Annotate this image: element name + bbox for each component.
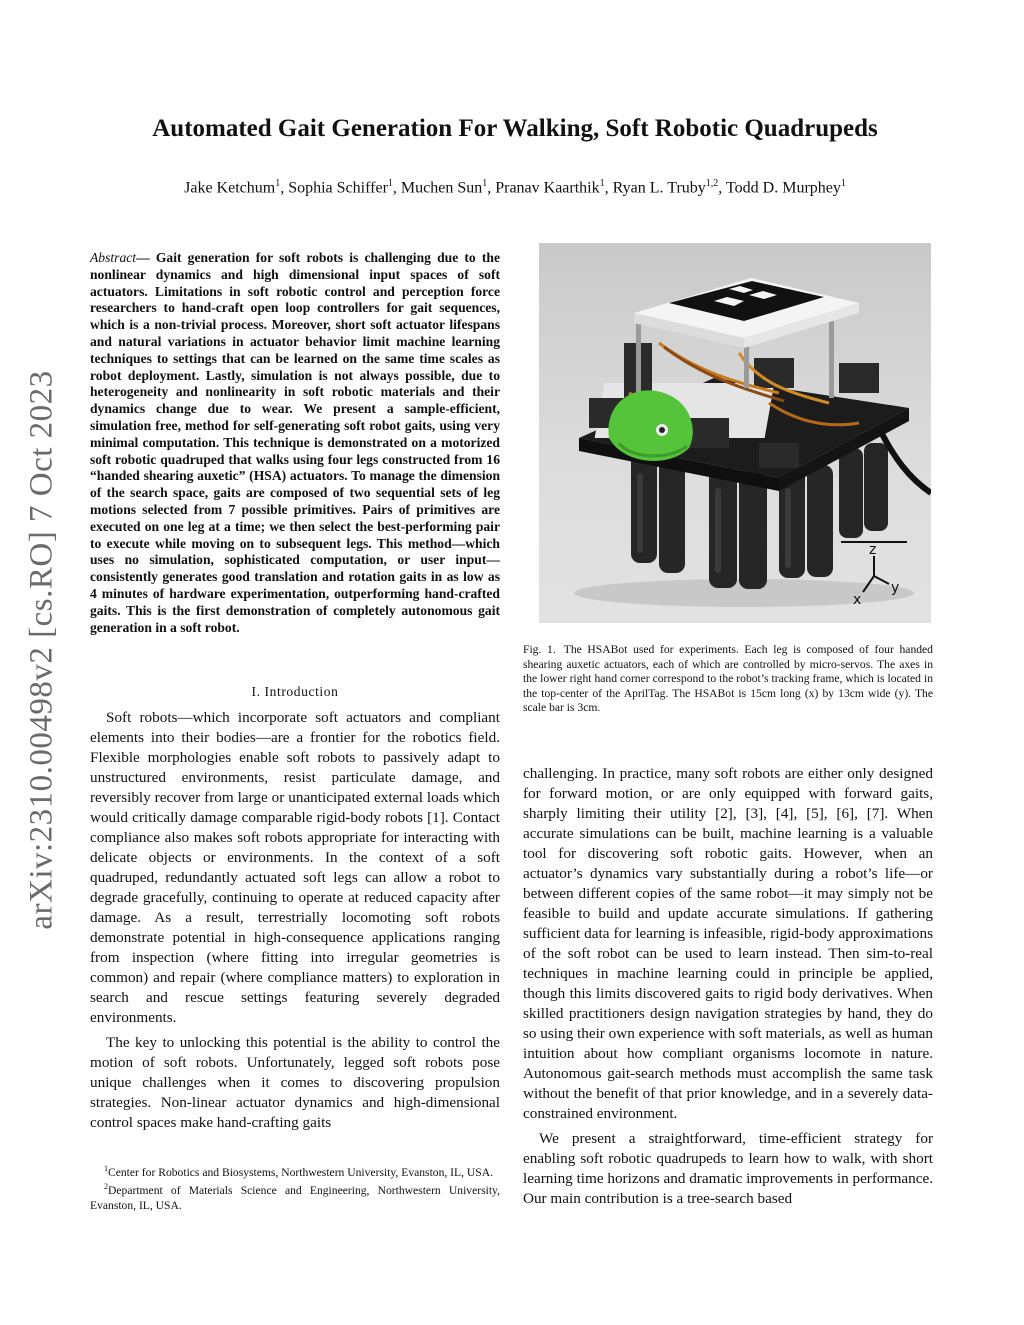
author-affiliation: 1,2 [705,178,719,189]
footnote [90,1162,500,1180]
author: Pranav Kaarthik [495,179,600,197]
figure-caption [523,643,933,716]
arxiv-identifier: arXiv:2310.00498v2 [cs.RO] 7 Oct 2023 [23,370,60,930]
figure-caption-text: The HSABot used for experiments. Each leg is composed of four handed shearing auxetic actuators, each of which are controlled by micro-servos. The axes in the lower right hand corner correspond to the robot’s tracking frame, which is located in the top-center of the AprilTag. The HSABot is 15cm long (x) by 13cm wide (y). The scale bar is 3cm. [523,643,933,715]
paragraph: challenging. In practice, many soft robots are either only designed for forward motion, or are only equipped with forward gaits, sharply limiting their utility [2], [3], [4], [5], [6], [7]. When accurate simulations can be built, machine learning is a valuable tool for discovering soft robotic gaits. However, when an actuator’s dynamics vary substantially during a robot’s life—or between different copies of the same robot—it may simply not be feasible to build and update accurate simulations. If gathering sufficient data for learning is infeasible, rigid-body approximations of the soft robot can be used to learn instead. Then sim-to-real techniques in machine learning could in principle be applied, though this limits discovered gaits to rigid body derivatives. When skilled practitioners design navigation strategies by hand, they do so using their own experience with soft materials, as well as human intuition about how compliant organisms locomote in nature. Autonomous gait-search methods must accomplish the same task without the benefit of that prior knowledge, and in a severely data-constrained environment. [523,765,933,1122]
author: Sophia Schiffer [288,179,388,197]
footnote [90,1180,500,1213]
footnote-text: Center for Robotics and Biosystems, Northwestern University, Evanston, IL, USA. [108,1165,494,1179]
author: Jake Ketchum [184,179,276,197]
author-affiliation: 1 [599,178,605,189]
right-column-body [523,764,933,1209]
author-affiliation: 1 [387,178,393,189]
abstract-body: Gait generation for soft robots is challenging due to the nonlinear dynamics and high dimensional input spaces of soft actuators. Limitations in soft robotic control and perception force researchers to hand-craft open loop controllers for gait sequences, which is a non-trivial process. Moreover, short soft actuator lifespans and natural variations in actuator behavior limit machine learning techniques to settings that can be learned on the same time scales as robot deployment. Lastly, simulation is not always possible, due to heterogeneity and nonlinearity in soft robotic materials and their dynamics change due to wear. We present a sample-efficient, simulation free, method for self-generating soft robot gaits, using very minimal computation. This technique is demonstrated on a motorized soft robotic quadruped that walks using four legs constructed from 16 “handed shearing auxetic” (HSA) actuators. To manage the dimension of the search space, gaits are composed of two sequential sets of leg motions selected from 7 possible primitives. Pairs of primitives are executed on one leg at a time; we then select the best-performing pair to execute while moving on to subsequent legs. This method—which uses no simulation, sophisticated computation, or user input—consistently generates good translation and rotation gaits in as low as 4 minutes of hardware experimentation, outperforming hand-crafted gaits. This is the first demonstration of completely autonomous gait generation in a soft robot. [90,250,500,635]
author-list: Jake Ketchum$^1$, Sophia Schiffer$^1$, Muchen Sun$^1$, Pranav Kaarthik$^1$, Ryan L. Truby$^{1,2}$, Todd D. Murphey$^1$ [184,178,846,197]
footnote-text: Department of Materials Science and Engineering, Northwestern University, Evanston, IL, USA. [90,1184,500,1212]
author: Muchen Sun [400,179,483,197]
abstract [90,250,500,636]
abstract-lead: Abstract [90,250,137,265]
axis-label-y: y [891,580,900,596]
footnotes [90,1162,500,1213]
axis-label-z: z [869,542,877,558]
axis-overlay [839,538,909,608]
axis-label-x: x [853,592,862,608]
author: Todd D. Murphey [726,179,841,197]
paper-title: Automated Gait Generation For Walking, Soft Robotic Quadrupeds [152,115,878,142]
arxiv-sidebar [14,360,70,940]
paragraph: The key to unlocking this potential is the ability to control the motion of soft robots. Unfortunately, legged soft robots pose unique challenges when it comes to discovering propulsion strategies. Non-linear actuator dynamics and high-dimensional control spaces make hand-crafting gaits [90,1034,500,1131]
author-affiliation: 1 [275,178,281,189]
author-affiliation: 1 [482,178,488,189]
paragraph: Soft robots—which incorporate soft actuators and compliant elements into their bodies—are a frontier for the robotics field. Flexible morphologies enable soft robots to passively adapt to unstructured environments, resist particulate damage, and reversibly recover from large or unanticipated external loads which would critically damage comparable rigid-body robots [1]. Contact compliance also makes soft robots appropriate for interacting with delicate objects or environments. In the context of a soft quadruped, redundantly actuated soft legs can allow a robot to degrade gracefully, continuing to operate at reduced capacity after damage. As a result, terrestrially locomoting soft robots demonstrate potential in high-consequence applications ranging from inspection (where fitting into irregular geometries is common) and repair (where compliance matters) to exploration in search and rescue settings featuring severely degraded environments. [90,709,500,1026]
figure-label: Fig. 1. [523,643,556,656]
section-heading-introduction: I. Introduction [251,684,339,699]
footnote-mark: 2 [104,1182,108,1192]
footnote-mark: 1 [104,1164,108,1173]
paragraph: We present a straightforward, time-efficient strategy for enabling soft robotic quadrupeds to learn how to walk, with short learning time horizons and dramatic improvements in performance. Our main contribution is a tree-search based [523,1130,933,1207]
introduction-body [90,708,500,1133]
author-affiliation: 1 [840,178,846,189]
robot-photo [539,243,931,623]
author: Ryan L. Truby [612,179,706,197]
abstract-dash: — [136,250,150,265]
